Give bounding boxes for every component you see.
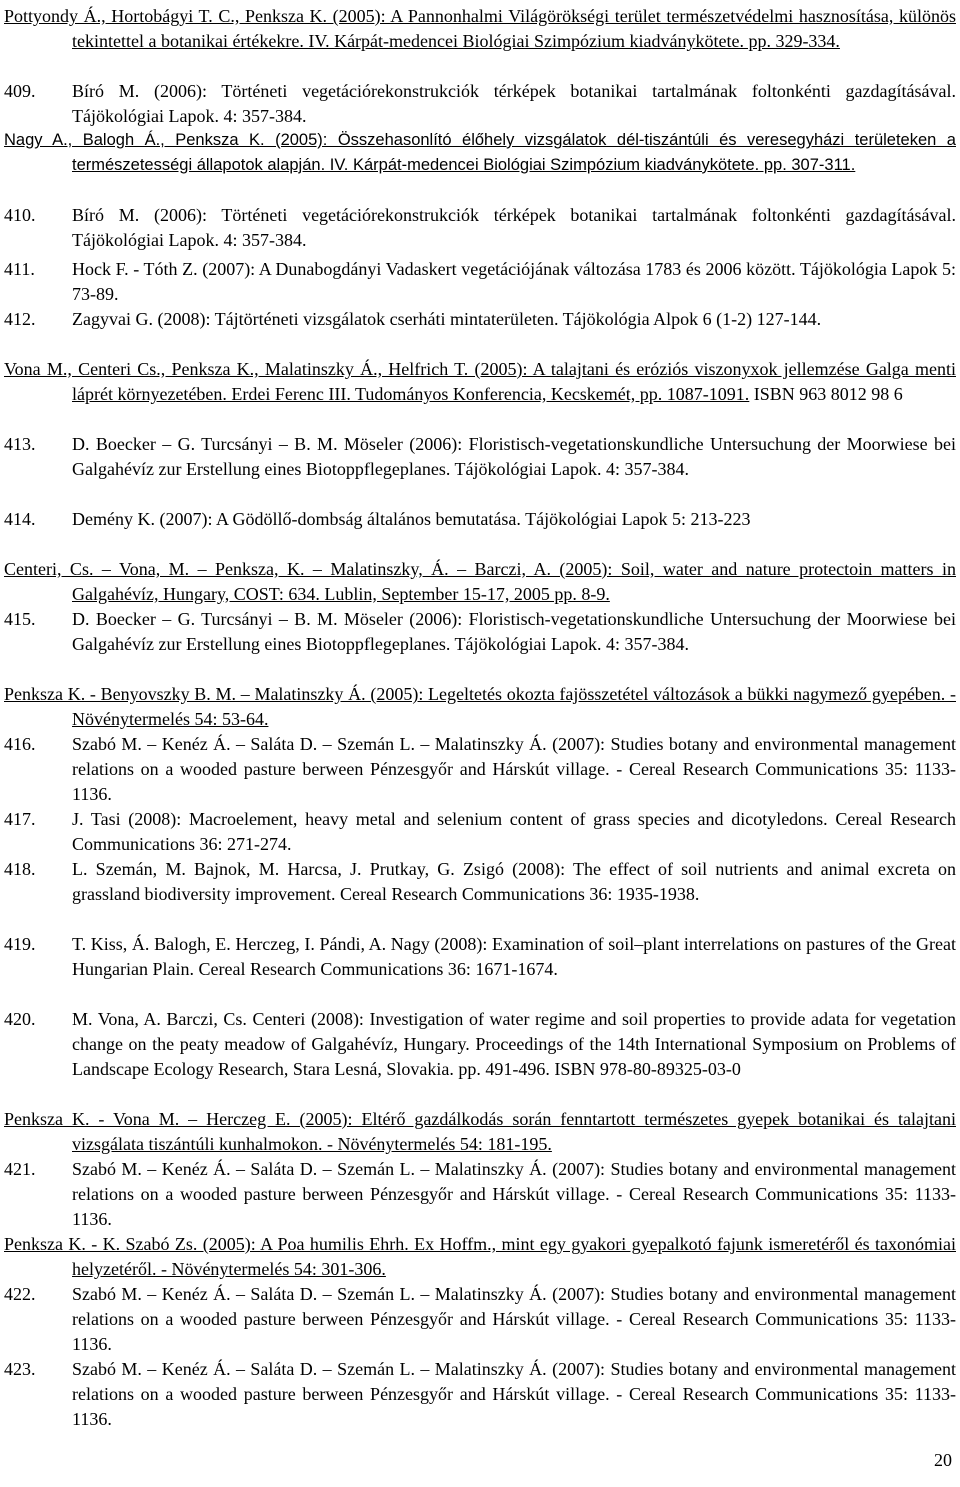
reference-penksza-szabo: Penksza K. - K. Szabó Zs. (2005): A Poa humilis Ehrh. Ex Hoffm., mint egy gyakori gyepalkotó fajunk ismeretéről és taxonómiai helyzetéről. - Növénytermelés 54: 301-306. <box>4 1234 956 1279</box>
reference-number: 419. <box>4 934 36 954</box>
reference-418 <box>4 857 956 907</box>
reference-text: Vona M., Centeri Cs., Penksza K., Malatinszky Á., Helfrich T. (2005): A talajtani és eróziós viszonyxok jellemzése Galga menti láprét környezetében. Erdei Ferenc III. Tudományos Konferencia, Kecskemét, pp. 1087-1091. <box>4 359 956 404</box>
reference-penksza-vona: Penksza K. - Vona M. – Herczeg E. (2005): Eltérő gazdálkodás során fenntartott természetes gyepek botanikai és talajtani vizsgálata tiszántúli kunhalmokon. - Növénytermelés 54: 181-195. <box>4 1109 956 1154</box>
reference-text: Hock F. - Tóth Z. (2007): A Dunabogdányi Vadaskert vegetációjának változása 1783 és 2006 között. Tájökológia Lapok 5: 73-89. <box>72 259 956 304</box>
reference-pottyondy: Pottyondy Á., Hortobágyi T. C., Penksza K. (2005): A Pannonhalmi Világörökségi terület természetvédelmi hasznosítása, különös tekintettel a botanikai értékekre. IV. Kárpát-medencei Biológiai Szimpózium kiadványkötete. pp. 329-334. <box>4 6 956 51</box>
reference-text: Bíró M. (2006): Történeti vegetációrekonstrukciók térképek botanikai tartalmának foltonkénti gazdagításával. Tájökológiai Lapok. 4: 357-384. <box>72 205 956 250</box>
reference-text: D. Boecker – G. Turcsányi – B. M. Möseler (2006): Floristisch-vegetationskundliche Untersuchung der Moorwiese bei Galgahévíz zur Erstellung eines Biotoppflegeplanes. Tájökológiai Lapok. 4: 357-384. <box>72 434 956 479</box>
reference-414 <box>4 507 956 532</box>
reference-text: D. Boecker – G. Turcsányi – B. M. Möseler (2006): Floristisch-vegetationskundliche Untersuchung der Moorwiese bei Galgahévíz zur Erstellung eines Biotoppflegeplanes. Tájökológiai Lapok. 4: 357-384. <box>72 609 956 654</box>
reference-number: 414. <box>4 509 36 529</box>
reference-number: 415. <box>4 609 36 629</box>
reference-number: 420. <box>4 1009 36 1029</box>
reference-415 <box>4 607 956 657</box>
reference-412 <box>4 307 956 332</box>
reference-text: T. Kiss, Á. Balogh, E. Herczeg, I. Pándi, A. Nagy (2008): Examination of soil–plant interrelations on pastures of the Great Hungarian Plain. Cereal Research Communications 36: 1671-1674. <box>72 934 956 979</box>
reference-413 <box>4 432 956 482</box>
reference-number: 413. <box>4 434 36 454</box>
reference-number: 422. <box>4 1284 36 1304</box>
reference-422 <box>4 1282 956 1357</box>
reference-419 <box>4 932 956 982</box>
reference-number: 412. <box>4 309 36 329</box>
reference-isbn: ISBN 963 8012 98 6 <box>749 383 903 404</box>
reference-number: 418. <box>4 859 36 879</box>
reference-text: J. Tasi (2008): Macroelement, heavy metal and selenium content of grass species and dicotyledons. Cereal Research Communications 36: 271-274. <box>72 809 956 854</box>
reference-number: 410. <box>4 205 36 225</box>
reference-420 <box>4 1007 956 1082</box>
reference-text: L. Szemán, M. Bajnok, M. Harcsa, J. Prutkay, G. Zsigó (2008): The effect of soil nutrients and animal excreta on grassland biodiversity improvement. Cereal Research Communications 36: 1935-1938. <box>72 859 956 904</box>
reference-409 <box>4 79 956 129</box>
reference-number: 411. <box>4 259 35 279</box>
reference-nagy: Nagy A., Balogh Á., Penksza K. (2005): Összehasonlító élőhely vizsgálatok dél-tiszántúli és veresegyházi területeken a természetességi állapotok alapján. IV. Kárpát-medencei Biológiai Szimpózium kiadványkötete. pp. 307-311. <box>4 131 956 174</box>
reference-penksza-benyovszky: Penksza K. - Benyovszky B. M. – Malatinszky Á. (2005): Legeltetés okozta fajösszetétel változások a bükki nagymező gyepében. - Növénytermelés 54: 53-64. <box>4 684 956 729</box>
reference-centeri: Centeri, Cs. – Vona, M. – Penksza, K. – Malatinszky, Á. – Barczi, A. (2005): Soil, water and nature protectoin matters in Galgahévíz, Hungary, COST: 634. Lublin, September 15-17, 2005 pp. 8-9. <box>4 559 956 604</box>
reference-text: Demény K. (2007): A Gödöllő-dombság általános bemutatása. Tájökológiai Lapok 5: 213-223 <box>72 509 751 529</box>
reference-vona <box>4 357 956 407</box>
reference-421 <box>4 1157 956 1232</box>
reference-417 <box>4 807 956 857</box>
reference-text: Szabó M. – Kenéz Á. – Saláta D. – Szemán L. – Malatinszky Á. (2007): Studies botany and environmental management relations on a wooded pasture berween Pénzesgyőr and Hárskút village. - Cereal Research Communications 35: 1133-1136. <box>72 734 956 804</box>
page-number: 20 <box>934 1450 952 1470</box>
reference-number: 423. <box>4 1359 36 1379</box>
reference-number: 409. <box>4 81 36 101</box>
reference-text: Szabó M. – Kenéz Á. – Saláta D. – Szemán L. – Malatinszky Á. (2007): Studies botany and environmental management relations on a wooded pasture berween Pénzesgyőr and Hárskút village. - Cereal Research Communications 35: 1133-1136. <box>72 1284 956 1354</box>
reference-number: 421. <box>4 1159 36 1179</box>
reference-text: Zagyvai G. (2008): Tájtörténeti vizsgálatok cserháti mintaterületen. Tájökológia Alpok 6 (1-2) 127-144. <box>72 309 822 329</box>
reference-text: Szabó M. – Kenéz Á. – Saláta D. – Szemán L. – Malatinszky Á. (2007): Studies botany and environmental management relations on a wooded pasture berween Pénzesgyőr and Hárskút village. - Cereal Research Communications 35: 1133-1136. <box>72 1159 956 1229</box>
reference-410 <box>4 203 956 253</box>
reference-number: 417. <box>4 809 36 829</box>
reference-text: Szabó M. – Kenéz Á. – Saláta D. – Szemán L. – Malatinszky Á. (2007): Studies botany and environmental management relations on a wooded pasture berween Pénzesgyőr and Hárskút village. - Cereal Research Communications 35: 1133-1136. <box>72 1359 956 1429</box>
reference-416 <box>4 732 956 807</box>
reference-number: 416. <box>4 734 36 754</box>
reference-text: M. Vona, A. Barczi, Cs. Centeri (2008): Investigation of water regime and soil properties to provide adata for vegetation change on the peaty meadow of Galgahévíz, Hungary. Proceedings of the 14th International Symposium on Problems of Landscape Ecology Research, Stara Lesná, Slovakia. pp. 491-496. ISBN 978-80-89325-03-0 <box>72 1009 956 1079</box>
reference-text: Bíró M. (2006): Történeti vegetációrekonstrukciók térképek botanikai tartalmának foltonkénti gazdagításával. Tájökológiai Lapok. 4: 357-384. <box>72 81 956 126</box>
reference-411 <box>4 257 956 307</box>
reference-423 <box>4 1357 956 1432</box>
